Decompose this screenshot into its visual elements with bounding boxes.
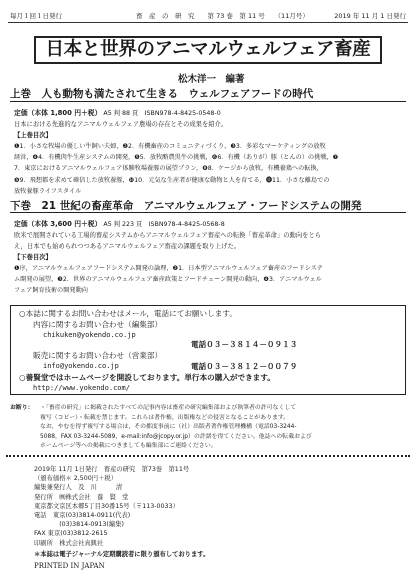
- sales-email[interactable]: info@yokendo.co.jp: [43, 362, 119, 370]
- toc-line: ❾9．飛想都を求めて確信した放牧養豚，❿10．元気な生産者が健康な動物と人を育てる，⓫11．小さな離島での: [14, 176, 330, 184]
- toc-line: ム開発の展望，❸2．世界のアニマルウェルフェア畜産政策とフードチェーン開発の動向，❹3．アニマルウェル: [14, 276, 322, 284]
- colophon-line: 電話 東京(03)3814-0911(代表): [34, 512, 131, 520]
- sales-inquiry-label: 販売に関するお問い合わせ（営業部）: [33, 351, 163, 360]
- disclaimer-line: なお，やむを得ず複写する場合は，その都度事前に（社）出版者著作権管理機構（電話03-3244-: [40, 424, 297, 431]
- disclaimer-text: [40, 404, 406, 452]
- vol2-rule: [10, 212, 406, 213]
- toc-line: フェア飼育技術の開発動向: [14, 287, 88, 295]
- toc-line: ❶序，アニマルウェルフェアフードシステム開発の論理，❷1．日本型アニマルウェルフェア畜産のフードシステ: [14, 265, 323, 272]
- toc-line: 経営，❹4．有機肉牛生産システムの開発，❺5．放牧酪農黒牛の挑戦，❻6．有機（ありが）豚（とんの）の挑戦，❼: [14, 154, 339, 162]
- vol2-summary: [14, 230, 404, 252]
- summary-line: 欧米で展開されている工場的畜産システムからアニマルウェルフェア畜産への転換「畜産革命」の動向をとら: [14, 232, 322, 239]
- dotted-divider: [6, 455, 410, 457]
- vol1-price: 定価（本体 1,800 円＋税）: [14, 109, 102, 117]
- vol2-heading: 下巻 21 世紀の畜産革命 アニマルウェルフェア・フードシステムの開発: [10, 200, 362, 212]
- vol2-meta-line: [14, 218, 225, 228]
- homepage-url[interactable]: http://www.yokendo.com/: [33, 384, 130, 392]
- editorial-inquiry-label: 内容に関するお問い合わせ（編集部）: [33, 320, 163, 329]
- toc-line: 7．東京におけるアニマルウェルフェア体験牧場養豚の展望プラン，❽8．ケージから放牧，有機養鶏への転換，: [14, 165, 323, 173]
- contact-notice-box: [10, 305, 406, 395]
- vol1-toc: [14, 141, 404, 197]
- header-publication-date: 2019 年 11 月 1 日発行: [334, 12, 406, 20]
- summary-line: え，日本でも始められつつあるアニマルウェルフェア畜産の課題を取り上げた。: [14, 243, 241, 250]
- disclaimer-label: お断り：: [10, 405, 34, 411]
- vol1-toc-label: 【上巻目次】: [14, 132, 52, 139]
- vol2-toc: [14, 263, 404, 297]
- sales-phone: 電話０３－３８１２－００７９: [191, 362, 298, 371]
- disclaimer-line: ホームページ等への掲載につきましても編集部にご連絡ください。: [40, 443, 217, 450]
- running-header: [8, 8, 408, 22]
- colophon-line: 東京都文京区本郷5丁目30番15号（〒113-0033）: [34, 502, 179, 510]
- header-journal-volume: 畜 産 の 研 究 第 73 巻 第 11 号 （11月号）: [136, 12, 309, 20]
- vol1-summary: 日本における先進的なアニマルウェルフェア農場の存在とその成果を紹介。: [14, 121, 228, 128]
- vol2-toc-label: 【下巻目次】: [14, 254, 52, 261]
- colophon-line: 2019年 11月 1日発行 畜産の研究 第73巻 第11号: [34, 466, 190, 473]
- disclaimer-line: ・「畜産の研究」に掲載されたすべての記事内容は畜産の研究編集部および執筆者の許可なくして: [40, 405, 297, 411]
- colophon-line: (03)3814-0913(編集): [34, 521, 124, 529]
- header-issue-frequency: 毎月１回１日発行: [10, 12, 62, 20]
- vol1-rule: [10, 101, 406, 102]
- colophon-line: 編集兼発行人 及 川 清: [34, 484, 123, 492]
- disclaimer-line: 5088，FAX 03-3244-5089，e-mail:info@jcopy.or.jp）の許諾を得てください。他誌への転載および: [40, 433, 312, 440]
- vol2-spec: A5 判 223 頁 ISBN978-4-8425-0568-8: [103, 221, 225, 228]
- colophon-line: FAX 東京(03)3812-2615: [34, 530, 108, 538]
- toc-line: 放牧養豚ライフスタイル: [14, 187, 82, 195]
- vol1-heading: 上巻 人も動物も満たされて生きる ウェルフェアフードの時代: [10, 88, 314, 100]
- homepage-notice: ○養賢堂ではホームページを開設しております。単行本の購入ができます。: [19, 373, 275, 382]
- book-title: 日本と世界のアニマルウェルフェア畜産: [34, 36, 382, 64]
- vol1-spec: A5 判 88 頁 ISBN978-4-8425-0548-0: [103, 110, 221, 117]
- vol2-price: 定価（本体 3,600 円＋税）: [14, 220, 102, 228]
- colophon-line: （頒布価格＊ 2,500円＋税）: [34, 475, 117, 483]
- vol1-meta-line: [14, 107, 221, 117]
- toc-line: ❶1．小さな牧場の優しい牛飼い夫婦，❷2．有機畜産のコミュニティづくり，❸3．多彩なマーケティングの放牧: [14, 143, 326, 150]
- editorial-email[interactable]: chikuken@yokendo.co.jp: [43, 331, 136, 339]
- editorial-phone: 電話０３－３８１４－０９１３: [191, 340, 298, 349]
- colophon: [34, 465, 209, 559]
- header-rule: [8, 22, 408, 23]
- editor-credit: 松木洋一 編著: [178, 74, 245, 85]
- contact-intro: ○本誌に関するお問い合わせはメール，電話にてお願いします。: [19, 309, 237, 318]
- colophon-line: 印刷所 株式会社真興社: [34, 539, 104, 547]
- printed-in-japan: PRINTED IN JAPAN: [34, 562, 105, 570]
- distribution-note: ＊本誌は電子ジャーナル定期購読者に限り頒布しております。: [34, 550, 210, 558]
- disclaimer-line: 複写（コピー）・転載を禁じます。これらは著作権，出版権などの侵害となることがあります。: [40, 414, 290, 421]
- colophon-line: 発行所 ㈱株式会社 養 賢 堂: [34, 493, 129, 501]
